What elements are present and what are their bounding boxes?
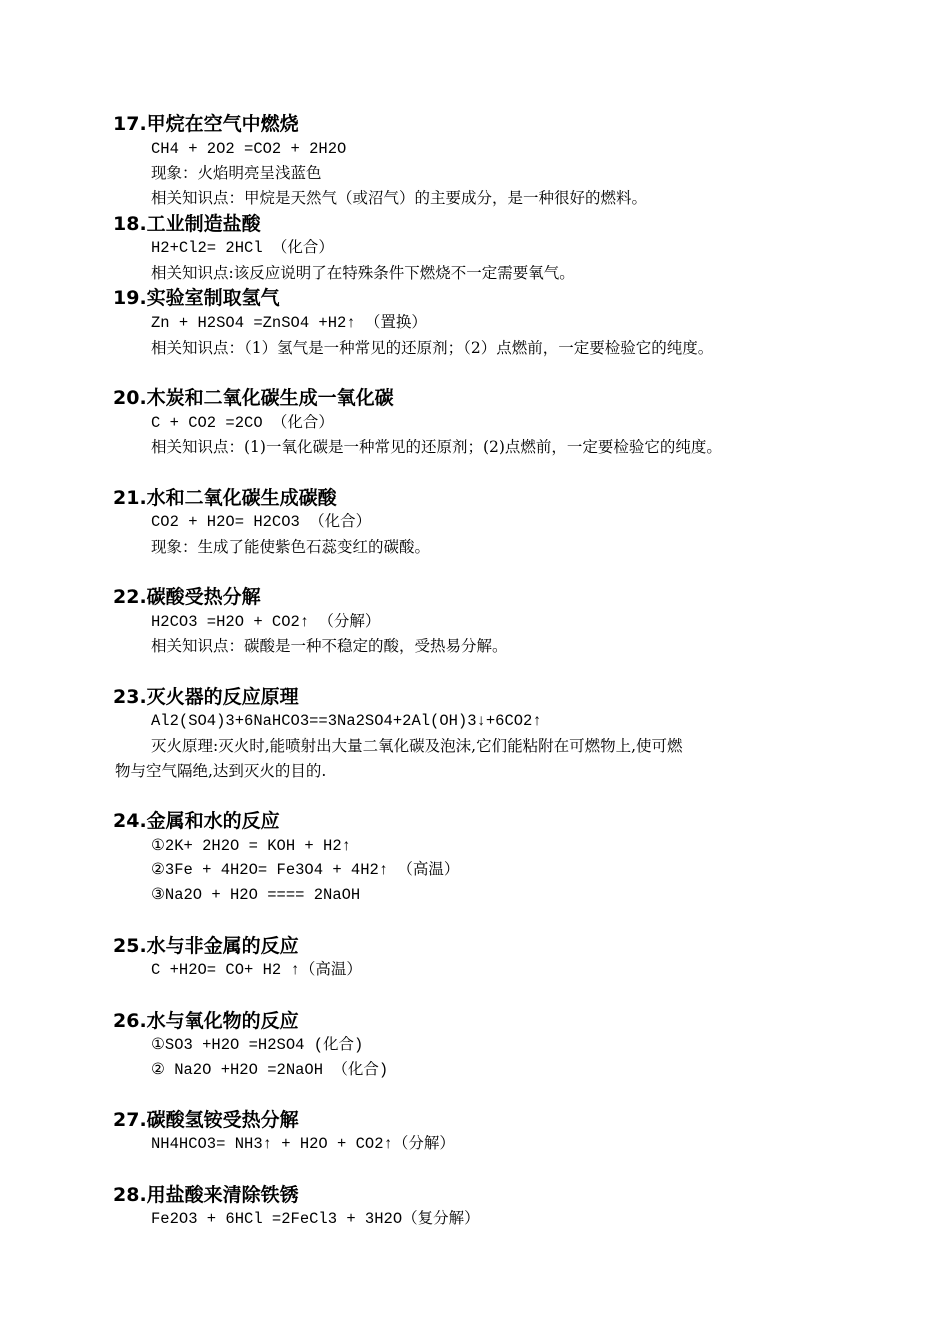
equation-line: H2+Cl2= 2HCl （化合）: [151, 239, 334, 257]
knowledge-line: 相关知识点：甲烷是天然气（或沼气）的主要成分，是一种很好的燃料。: [151, 189, 648, 207]
equation-line: ③Na2O + H2O ==== 2NaOH: [151, 886, 361, 904]
equation-line: ①SO3 +H2O =H2SO4 (化合): [151, 1036, 364, 1054]
section-heading: 18.工业制造盐酸: [113, 213, 261, 235]
knowledge-line: 相关知识点:该反应说明了在特殊条件下燃烧不一定需要氧气。: [151, 264, 575, 282]
equation-line: C +H2O= CO+ H2 ↑（高温）: [151, 961, 362, 979]
observation-line: 现象：火焰明亮呈浅蓝色: [151, 164, 322, 182]
section-heading: 23.灭火器的反应原理: [113, 686, 299, 708]
section-heading: 26.水与氧化物的反应: [113, 1010, 299, 1032]
section-heading: 22.碳酸受热分解: [113, 586, 261, 608]
equation-line: Zn + H2SO4 =ZnSO4 +H2↑ （置换）: [151, 314, 427, 332]
knowledge-line: 相关知识点：（1）氢气是一种常见的还原剂；（2）点燃前，一定要检验它的纯度。: [151, 339, 714, 357]
section-heading: 27.碳酸氢铵受热分解: [113, 1109, 299, 1131]
equation-line: ② Na2O +H2O =2NaOH （化合): [151, 1061, 389, 1079]
equation-line: Fe2O3 + 6HCl =2FeCl3 + 3H2O（复分解）: [151, 1210, 480, 1228]
equation-line: CO2 + H2O= H2CO3 （化合）: [151, 513, 372, 531]
section-heading: 21.水和二氧化碳生成碳酸: [113, 487, 337, 509]
equation-line: Al2(SO4)3+6NaHCO3==3Na2SO4+2Al(OH)3↓+6CO2↑: [151, 712, 542, 730]
equation-line: ②3Fe + 4H2O= Fe3O4 + 4H2↑ （高温）: [151, 861, 460, 879]
section-heading: 25.水与非金属的反应: [113, 935, 299, 957]
principle-line-continued: 物与空气隔绝,达到灭火的目的.: [115, 762, 327, 780]
section-heading: 20.木炭和二氧化碳生成一氧化碳: [113, 387, 394, 409]
section-heading: 24.金属和水的反应: [113, 810, 280, 832]
knowledge-line: 相关知识点：碳酸是一种不稳定的酸，受热易分解。: [151, 637, 508, 655]
observation-line: 现象：生成了能使紫色石蕊变红的碳酸。: [151, 538, 431, 556]
equation-line: C + CO2 =2CO （化合）: [151, 414, 334, 432]
knowledge-line: 相关知识点：(1)一氧化碳是一种常见的还原剂；(2)点燃前，一定要检验它的纯度。: [151, 438, 722, 456]
equation-line: ①2K+ 2H2O = KOH + H2↑: [151, 837, 351, 855]
section-heading: 19.实验室制取氢气: [113, 287, 280, 309]
equation-line: H2CO3 =H2O + CO2↑ （分解）: [151, 613, 381, 631]
equation-line: CH4 + 2O2 =CO2 + 2H2O: [151, 140, 347, 158]
principle-line: 灭火原理:灭火时,能喷射出大量二氧化碳及泡沫,它们能粘附在可燃物上,使可燃: [151, 737, 683, 755]
section-heading: 17.甲烷在空气中燃烧: [113, 113, 299, 135]
section-heading: 28.用盐酸来清除铁锈: [113, 1184, 299, 1206]
equation-line: NH4HCO3= NH3↑ + H2O + CO2↑（分解）: [151, 1135, 455, 1153]
